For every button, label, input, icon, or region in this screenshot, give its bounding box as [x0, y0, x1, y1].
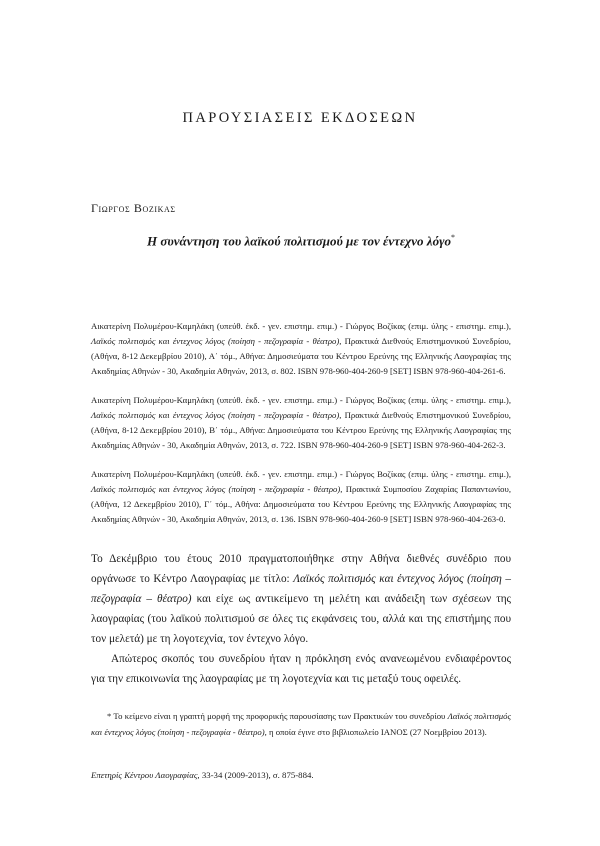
reference-tail: , Πρακτικά Διεθνούς Επιστημονικού Συνεδρίου, (Αθήνα, 8-12 Δεκεμβρίου 2010), Β΄ τόμ., Αθήνα: Δημοσιεύματα του Κέντρου Ερεύνης της Ελληνικής Λαογραφίας της Ακαδημίας Αθηνών - 30, Ακαδημία Αθηνών, 2013, σ. 722. ISBN 978-960-404-260-9 [SET] ISBN 978-960-404-262-3.: [91, 410, 511, 450]
section-title: ΠΑΡΟΥΣΙΑΣΕΙΣ ΕΚΔΟΣΕΩΝ: [182, 110, 418, 126]
body-paragraph: Απώτερος σκοπός του συνεδρίου ήταν η πρόκληση ενός ανανεωμένου ενδιαφέροντος για την επικοινωνία της λαογραφίας με τη λογοτεχνία και τις μεταξύ τους οφειλές.: [91, 653, 511, 685]
article-title: [91, 233, 511, 249]
reference-tail: , Πρακτικά Συμποσίου Ζαχαρίας Παπαντωνίου, (Αθήνα, 12 Δεκεμβρίου 2010), Γ΄ τόμ., Αθήνα: Δημοσιεύματα του Κέντρου Ερεύνης της Ελληνικής Λαογραφίας της Ακαδημίας Αθηνών - 30, Ακαδημία Αθηνών, 2013, σ. 136. ISBN 978-960-404-260-9 [SET] ISBN 978-960-404-263-0.: [91, 484, 511, 524]
reference-lead: Αικατερίνη Πολυμέρου-Καμηλάκη (υπεύθ. έκδ. - γεν. επιστημ. επιμ.) - Γιώργος Βοζίκας (επιμ. ύλης - επιστημ. επιμ.),: [91, 321, 511, 331]
reference-title: Λαϊκός πολιτισμός και έντεχνος λόγος (ποίηση - πεζογραφία - θέατρο): [91, 410, 340, 420]
article-title-text: Η συνάντηση του λαϊκού πολιτισμού με τον έντεχνο λόγο: [147, 233, 451, 249]
reference-title: Λαϊκός πολιτισμός και έντεχνος λόγος (ποίηση - πεζογραφία - θέατρο): [91, 336, 340, 346]
reference-lead: Αικατερίνη Πολυμέρου-Καμηλάκη (υπεύθ. έκδ. - γεν. επιστημ. επιμ.) - Γιώργος Βοζίκας (επιμ. ύλης - επιστημ. επιμ.),: [91, 469, 511, 479]
footnote: [91, 709, 511, 740]
footnote-mark: *: [107, 711, 112, 721]
journal-citation: [91, 770, 511, 780]
body-conference-title: Λαϊκός πολιτισμός και έντεχνος λόγος (ποίηση – πεζογραφία – θέατρο): [91, 573, 511, 605]
reference-item: [91, 393, 511, 453]
reference-tail: , Πρακτικά Διεθνούς Επιστημονικού Συνεδρίου, (Αθήνα, 8-12 Δεκεμβρίου 2010), Α΄ τόμ., Αθήνα: Δημοσιεύματα του Κέντρου Ερεύνης της Ελληνικής Λαογραφίας της Ακαδημίας Αθηνών - 30, Ακαδημία Αθηνών, 2013, σ. 802. ISBN 978-960-404-260-9 [SET] ISBN 978-960-404-261-6.: [91, 336, 511, 376]
reference-item: [91, 467, 511, 527]
reference-lead: Αικατερίνη Πολυμέρου-Καμηλάκη (υπεύθ. έκδ. - γεν. επιστημ. επιμ.) - Γιώργος Βοζίκας (επιμ. ύλης - επιστημ. επιμ.),: [91, 395, 511, 405]
footnote-text-a: Το κείμενο είναι η γραπτή μορφή της προφορικής παρουσίασης των Πρακτικών του συνεδρίου: [111, 711, 448, 721]
author-name: Γιωργος Βοζικας: [91, 201, 176, 215]
reference-title: Λαϊκός πολιτισμός και έντεχνος λόγος (ποίηση - πεζογραφία - θέατρο): [91, 484, 341, 494]
journal-name: Επετηρίς Κέντρου Λαογραφίας: [91, 770, 198, 780]
footnote-text-b: , η οποία έγινε στο βιβλιοπωλείο ΙΑΝΟΣ (27 Νοεμβρίου 2013).: [264, 726, 487, 737]
journal-details: , 33-34 (2009-2013), σ. 875-884.: [197, 770, 314, 780]
footnote-marker: *: [450, 233, 455, 242]
body-paragraph: [91, 549, 511, 649]
reference-list: [91, 319, 511, 541]
body-text-b: και είχε ως αντικείμενο τη μελέτη και ανάδειξη των σχέσεων της λαογραφίας (του λαϊκού πολιτισμού σε όλες τις εκφάνσεις του, αλλά και της επιστήμης που τον μελετά) με τη λογοτεχνία, τον έντεχνο λόγο.: [91, 593, 511, 645]
reference-item: [91, 319, 511, 379]
body-text: [91, 549, 511, 689]
body-text-a: Το Δεκέμβριο του έτους 2010 πραγματοποιήθηκε στην Αθήνα διεθνές συνέδριο που οργάνωσε το Κέντρο Λαογραφίας με τίτλο:: [91, 553, 511, 585]
footnote-title: Λαϊκός πολιτισμός και έντεχνος λόγος (ποίηση - πεζογραφία - θέατρο): [91, 711, 512, 737]
